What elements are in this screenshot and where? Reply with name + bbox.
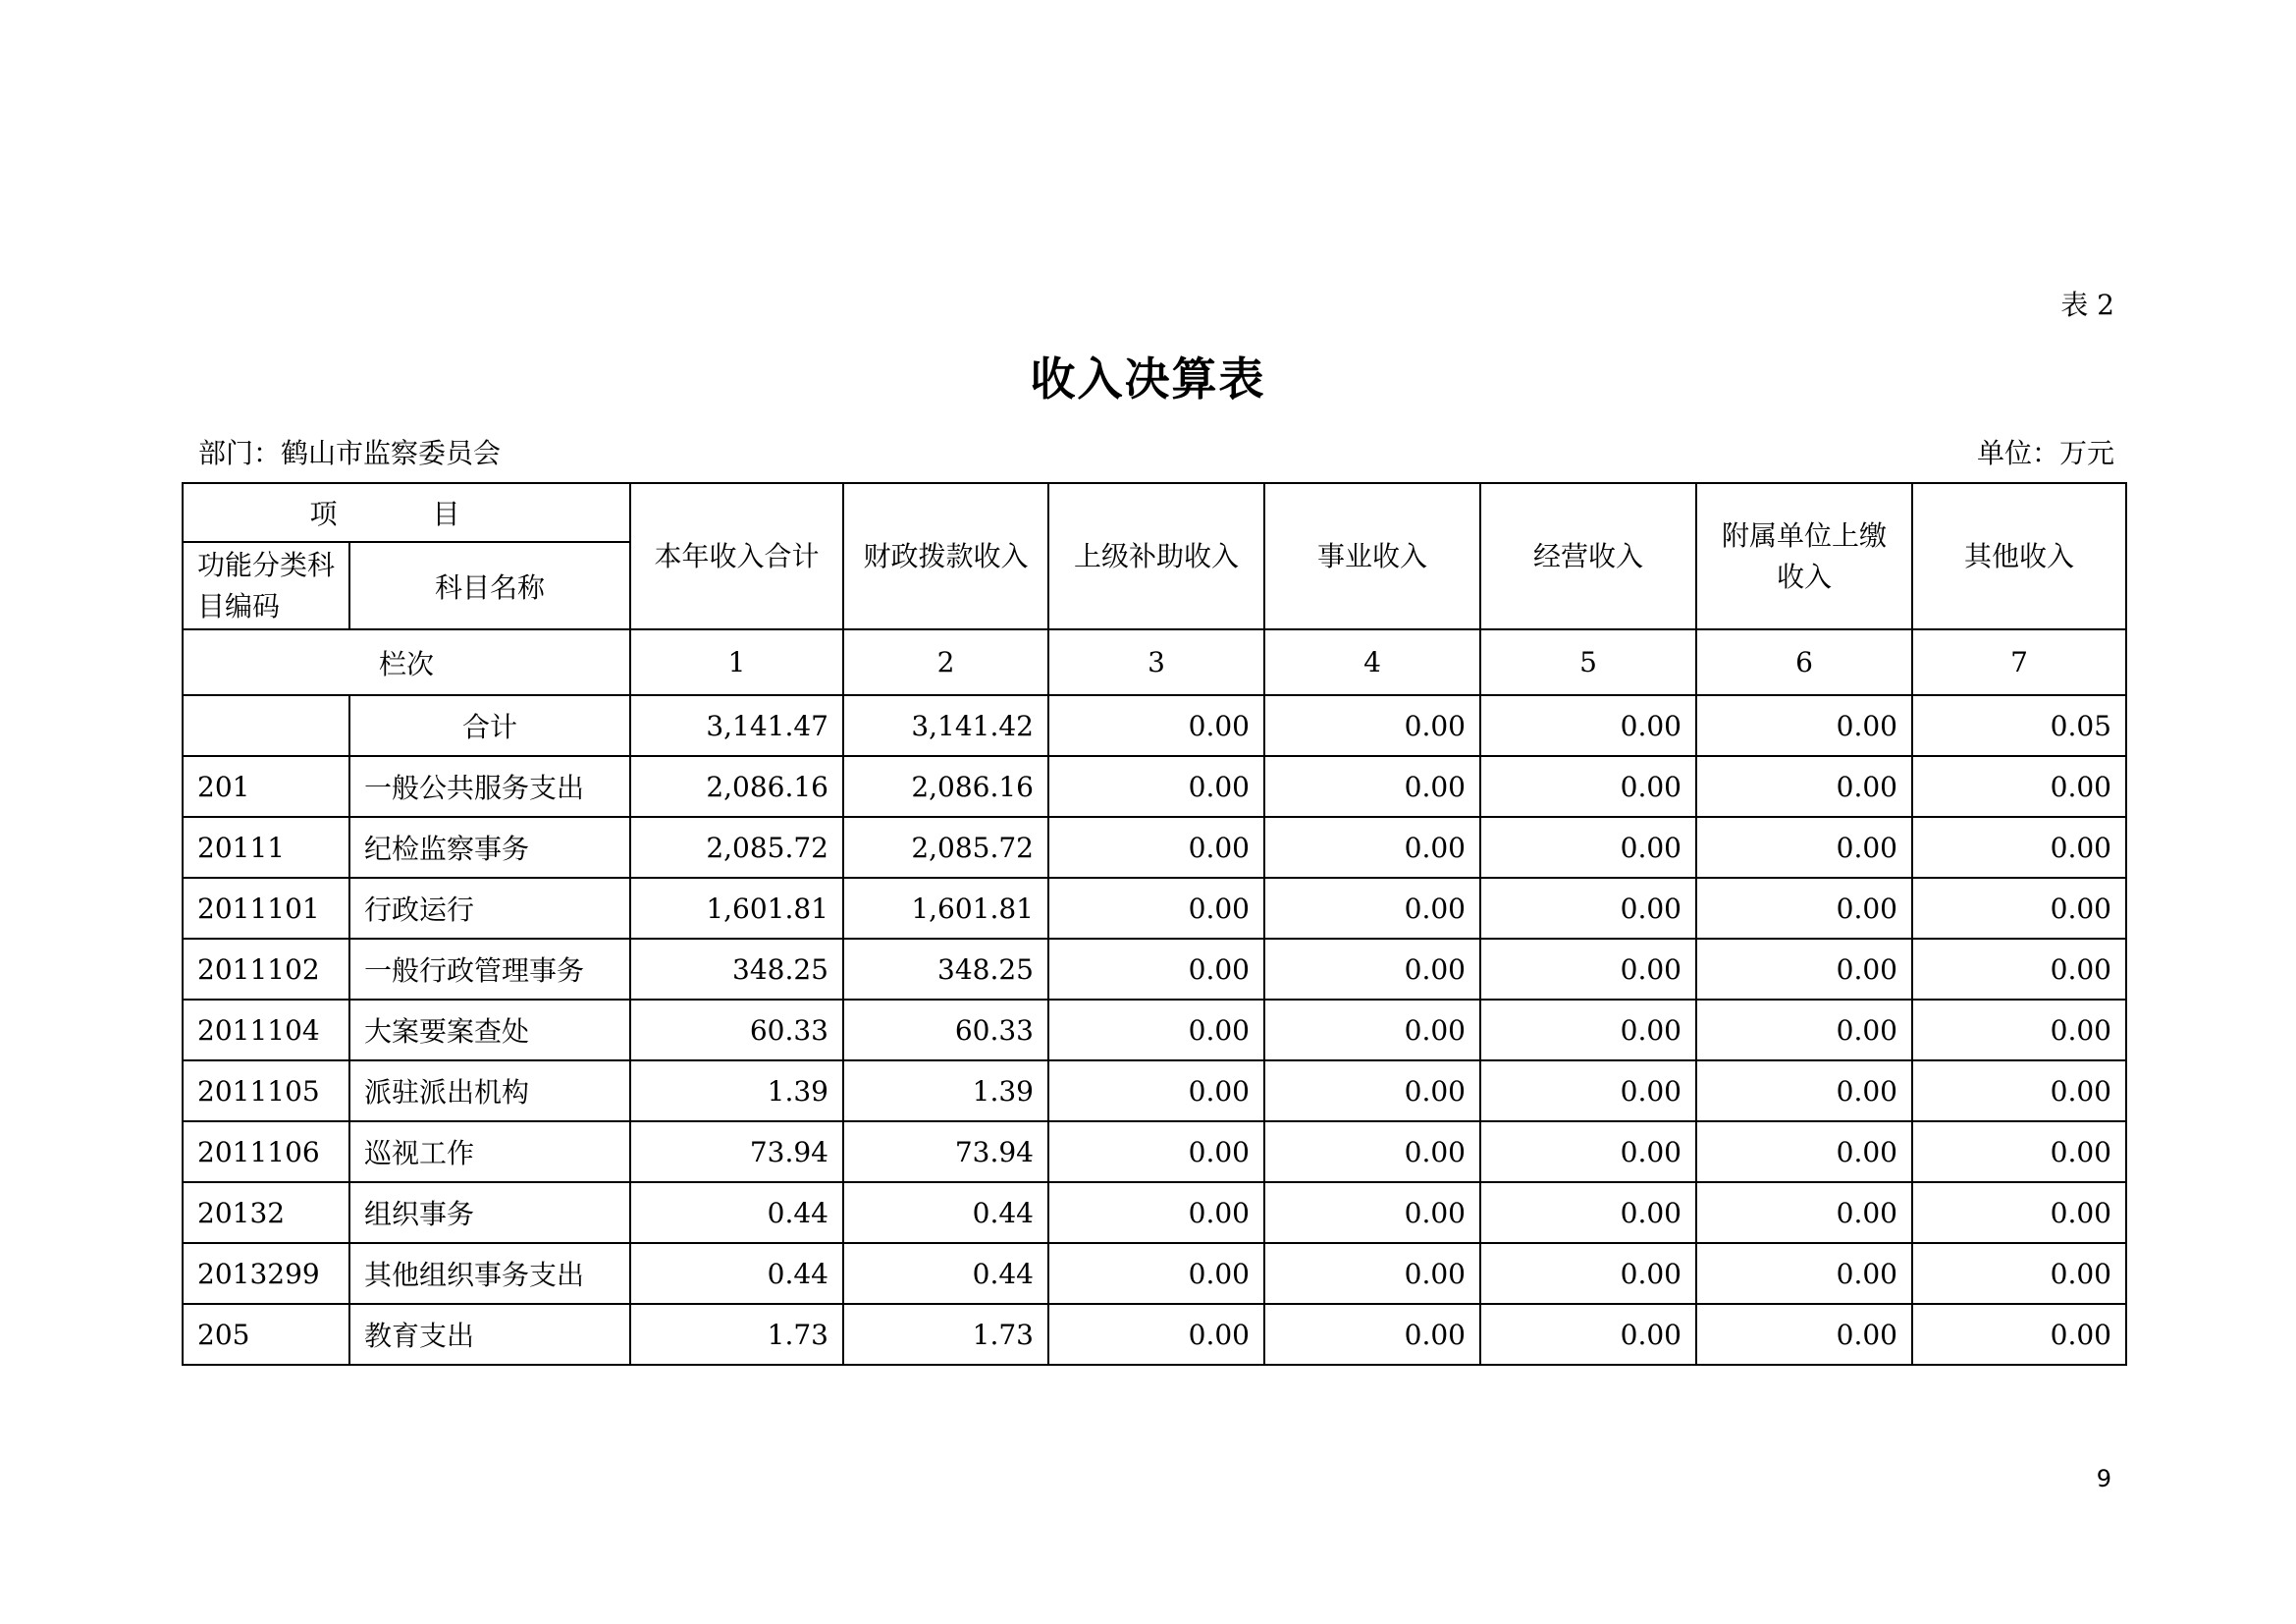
header-project-text: 项 目 [309, 498, 504, 530]
row-value: 0.00 [1480, 878, 1696, 939]
header-row-1 [183, 483, 2126, 542]
row-value: 0.00 [1048, 817, 1264, 878]
row-value: 1.39 [843, 1060, 1048, 1121]
row-value: 0.00 [1912, 878, 2126, 939]
row-value: 3,141.42 [843, 695, 1048, 756]
row-value: 348.25 [630, 939, 843, 1000]
row-value: 0.00 [1480, 1304, 1696, 1365]
table-row [183, 756, 2126, 817]
row-value: 0.00 [1912, 1060, 2126, 1121]
index-cell: 2 [843, 629, 1048, 695]
row-value: 0.00 [1696, 1060, 1912, 1121]
table-row [183, 939, 2126, 1000]
row-name: 教育支出 [349, 1304, 630, 1365]
row-value: 0.44 [630, 1243, 843, 1304]
row-value: 0.00 [1048, 1243, 1264, 1304]
row-value: 0.00 [1480, 756, 1696, 817]
row-name: 组织事务 [349, 1182, 630, 1243]
row-value: 0.00 [1912, 939, 2126, 1000]
row-value: 2,085.72 [630, 817, 843, 878]
row-value: 0.00 [1696, 939, 1912, 1000]
row-code: 205 [183, 1304, 349, 1365]
row-value: 0.05 [1912, 695, 2126, 756]
income-statement-table [182, 482, 2127, 1366]
unit-label: 单位：万元 [1976, 437, 2114, 469]
header-col-4: 事业收入 [1264, 483, 1480, 629]
row-code: 20111 [183, 817, 349, 878]
table-row [183, 695, 2126, 756]
row-value: 1.39 [630, 1060, 843, 1121]
header-col-3: 上级补助收入 [1048, 483, 1264, 629]
row-value: 0.00 [1048, 1060, 1264, 1121]
row-value: 0.00 [1912, 1121, 2126, 1182]
row-value: 73.94 [630, 1121, 843, 1182]
row-name: 合计 [349, 695, 630, 756]
row-value: 0.00 [1696, 695, 1912, 756]
row-value: 0.00 [1480, 1243, 1696, 1304]
row-value: 1.73 [630, 1304, 843, 1365]
row-value: 0.00 [1264, 939, 1480, 1000]
row-value: 0.44 [843, 1182, 1048, 1243]
row-code: 2011104 [183, 1000, 349, 1060]
row-value: 0.00 [1264, 1304, 1480, 1365]
row-value: 1.73 [843, 1304, 1048, 1365]
index-cell: 7 [1912, 629, 2126, 695]
page-number: 9 [2096, 1465, 2111, 1492]
row-value: 60.33 [630, 1000, 843, 1060]
row-code: 20132 [183, 1182, 349, 1243]
table-body [183, 483, 2126, 1365]
row-value: 0.00 [1480, 817, 1696, 878]
header-col-7: 其他收入 [1912, 483, 2126, 629]
row-value: 0.00 [1264, 756, 1480, 817]
row-code: 201 [183, 756, 349, 817]
row-code [183, 695, 349, 756]
row-value: 0.00 [1048, 695, 1264, 756]
index-cell: 4 [1264, 629, 1480, 695]
row-value: 1,601.81 [630, 878, 843, 939]
row-name: 一般公共服务支出 [349, 756, 630, 817]
row-value: 0.00 [1696, 817, 1912, 878]
row-code: 2013299 [183, 1243, 349, 1304]
row-name: 巡视工作 [349, 1121, 630, 1182]
index-cell: 5 [1480, 629, 1696, 695]
row-value: 2,085.72 [843, 817, 1048, 878]
header-name: 科目名称 [349, 542, 630, 629]
row-value: 0.00 [1048, 939, 1264, 1000]
row-value: 0.00 [1264, 1243, 1480, 1304]
table-row [183, 1060, 2126, 1121]
row-value: 0.00 [1264, 695, 1480, 756]
row-value: 0.00 [1480, 1060, 1696, 1121]
row-value: 0.00 [1264, 1121, 1480, 1182]
row-value: 60.33 [843, 1000, 1048, 1060]
header-code: 功能分类科目编码 [183, 542, 349, 629]
table-row [183, 1243, 2126, 1304]
row-value: 0.00 [1696, 756, 1912, 817]
table-label: 表 2 [2060, 289, 2114, 321]
row-code: 2011105 [183, 1060, 349, 1121]
table-row [183, 817, 2126, 878]
row-code: 2011101 [183, 878, 349, 939]
row-value: 0.00 [1912, 756, 2126, 817]
row-code: 2011106 [183, 1121, 349, 1182]
row-value: 0.00 [1696, 1121, 1912, 1182]
page-title: 收入决算表 [1030, 352, 1266, 406]
row-value: 0.00 [1264, 817, 1480, 878]
row-value: 0.00 [1696, 878, 1912, 939]
row-value: 2,086.16 [843, 756, 1048, 817]
row-value: 0.00 [1912, 817, 2126, 878]
department-label: 部门：鹤山市监察委员会 [198, 437, 502, 469]
row-name: 行政运行 [349, 878, 630, 939]
row-name: 其他组织事务支出 [349, 1243, 630, 1304]
row-value: 0.00 [1048, 1000, 1264, 1060]
row-value: 0.00 [1696, 1182, 1912, 1243]
table-row [183, 1182, 2126, 1243]
index-cell: 3 [1048, 629, 1264, 695]
index-label: 栏次 [183, 629, 630, 695]
index-cell: 6 [1696, 629, 1912, 695]
row-value: 0.00 [1696, 1000, 1912, 1060]
row-name: 大案要案查处 [349, 1000, 630, 1060]
table-row [183, 1000, 2126, 1060]
table-row [183, 878, 2126, 939]
row-name: 一般行政管理事务 [349, 939, 630, 1000]
row-value: 0.00 [1264, 1182, 1480, 1243]
row-value: 0.00 [1912, 1304, 2126, 1365]
row-value: 0.00 [1048, 1182, 1264, 1243]
row-value: 0.00 [1696, 1243, 1912, 1304]
row-value: 0.00 [1696, 1304, 1912, 1365]
row-value: 0.00 [1264, 1060, 1480, 1121]
row-value: 0.44 [630, 1182, 843, 1243]
header-col-2: 财政拨款收入 [843, 483, 1048, 629]
table-row [183, 1121, 2126, 1182]
row-value: 73.94 [843, 1121, 1048, 1182]
row-value: 0.00 [1480, 1121, 1696, 1182]
row-value: 0.00 [1264, 878, 1480, 939]
row-value: 0.00 [1912, 1243, 2126, 1304]
row-value: 0.00 [1048, 1304, 1264, 1365]
row-value: 0.00 [1264, 1000, 1480, 1060]
header-col-6: 附属单位上缴收入 [1696, 483, 1912, 629]
row-name: 纪检监察事务 [349, 817, 630, 878]
row-value: 0.44 [843, 1243, 1048, 1304]
row-name: 派驻派出机构 [349, 1060, 630, 1121]
header-col-1: 本年收入合计 [630, 483, 843, 629]
row-value: 3,141.47 [630, 695, 843, 756]
row-value: 0.00 [1480, 1182, 1696, 1243]
row-value: 0.00 [1480, 1000, 1696, 1060]
row-value: 1,601.81 [843, 878, 1048, 939]
row-value: 2,086.16 [630, 756, 843, 817]
row-value: 348.25 [843, 939, 1048, 1000]
row-code: 2011102 [183, 939, 349, 1000]
index-row [183, 629, 2126, 695]
header-col-5: 经营收入 [1480, 483, 1696, 629]
row-value: 0.00 [1912, 1182, 2126, 1243]
row-value: 0.00 [1048, 1121, 1264, 1182]
row-value: 0.00 [1912, 1000, 2126, 1060]
row-value: 0.00 [1480, 695, 1696, 756]
header-project [183, 483, 630, 542]
row-value: 0.00 [1480, 939, 1696, 1000]
table-row [183, 1304, 2126, 1365]
index-cell: 1 [630, 629, 843, 695]
row-value: 0.00 [1048, 878, 1264, 939]
row-value: 0.00 [1048, 756, 1264, 817]
